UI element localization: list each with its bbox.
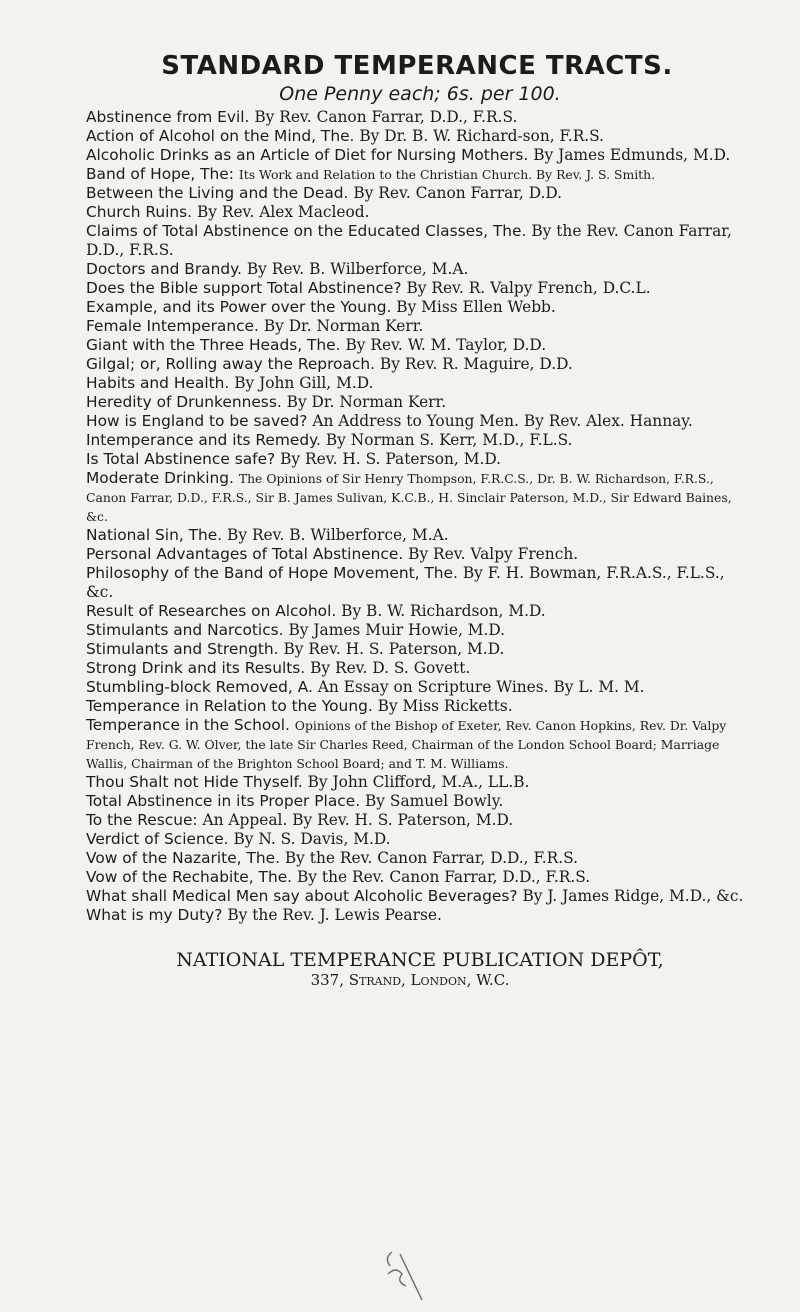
tract-title: What shall Medical Men say about Alcoholic Beverages? <box>86 887 518 905</box>
tract-entry <box>86 374 754 393</box>
tract-author: By Rev. Canon Farrar, D.D. <box>353 184 563 202</box>
tract-title: Vow of the Rechabite, The. <box>86 868 293 886</box>
tract-entry <box>86 526 754 545</box>
tract-title: Doctors and Brandy. <box>86 260 242 278</box>
tract-title: What is my Duty? <box>86 906 223 924</box>
tract-title: Band of Hope, The: <box>86 165 234 183</box>
tract-entry <box>86 716 754 773</box>
tract-author: By Dr. B. W. Richard-son, F.R.S. <box>359 127 605 145</box>
tract-title: Strong Drink and its Results. <box>86 659 306 677</box>
tract-entry <box>86 108 754 127</box>
tract-title: Stumbling-block Removed, A. <box>86 678 313 696</box>
tract-entry <box>86 697 754 716</box>
tract-entry <box>86 222 754 260</box>
tract-title: Total Abstinence in its Proper Place. <box>86 792 361 810</box>
tract-title: Stimulants and Strength. <box>86 640 279 658</box>
tract-title: Claims of Total Abstinence on the Educated Classes, The. <box>86 222 527 240</box>
tract-entry <box>86 887 754 906</box>
tract-author: By Rev. D. S. Govett. <box>310 659 471 677</box>
tract-title: Between the Living and the Dead. <box>86 184 349 202</box>
tract-title: Stimulants and Narcotics. <box>86 621 284 639</box>
tract-title: Alcoholic Drinks as an Article of Diet for Nursing Mothers. <box>86 146 529 164</box>
tract-entry <box>86 659 754 678</box>
tract-author: By Samuel Bowly. <box>365 792 504 810</box>
tract-author: Its Work and Relation to the Christian Church. By Rev. J. S. Smith. <box>238 167 656 182</box>
tract-entry <box>86 678 754 697</box>
tract-entry <box>86 792 754 811</box>
tract-entry <box>86 450 754 469</box>
tract-title: Philosophy of the Band of Hope Movement, The. <box>86 564 458 582</box>
page-title: STANDARD TEMPERANCE TRACTS. <box>161 51 673 81</box>
tract-entry <box>86 127 754 146</box>
tract-entry <box>86 393 754 412</box>
tract-title: Does the Bible support Total Abstinence? <box>86 279 402 297</box>
tract-title: National Sin, The. <box>86 526 223 544</box>
tract-entry <box>86 621 754 640</box>
tract-author: By Norman S. Kerr, M.D., F.L.S. <box>325 431 573 449</box>
tract-title: Verdict of Science. <box>86 830 229 848</box>
tract-author: By the Rev. Canon Farrar, D.D., F.R.S. <box>284 849 578 867</box>
tract-author: By the Rev. Canon Farrar, D.D., F.R.S. <box>296 868 591 886</box>
tract-author: By John Gill, M.D. <box>234 374 374 392</box>
tract-title: How is England to be saved? <box>86 412 308 430</box>
tract-author: By Miss Ricketts. <box>377 697 513 715</box>
tract-entry <box>86 412 754 431</box>
tract-title: Moderate Drinking. <box>86 469 234 487</box>
pencil-mark <box>382 1244 432 1306</box>
tract-entry <box>86 545 754 564</box>
tract-title: Abstinence from Evil. <box>86 108 250 126</box>
tract-title: Vow of the Nazarite, The. <box>86 849 280 867</box>
tract-author: By F. H. Bowman, F.R.A.S., F.L.S., &c. <box>86 564 725 601</box>
tract-author: By the Rev. Canon Farrar, D.D., F.R.S. <box>86 222 732 259</box>
publisher-address: 337, Strand, London, W.C. <box>310 971 510 989</box>
tract-author: By B. W. Richardson, M.D. <box>341 602 546 620</box>
tract-entry <box>86 640 754 659</box>
tract-entry <box>86 317 754 336</box>
tract-author: By John Clifford, M.A., LL.B. <box>307 773 530 791</box>
tract-author: By Rev. B. Wilberforce, M.A. <box>227 526 449 544</box>
tract-list <box>86 108 754 925</box>
tract-author: By Rev. R. Valpy French, D.C.L. <box>406 279 651 297</box>
tract-author: By Rev. Canon Farrar, D.D., F.R.S. <box>254 108 518 126</box>
tract-author: By Rev. W. M. Taylor, D.D. <box>345 336 547 354</box>
tract-entry <box>86 431 754 450</box>
tract-author: By the Rev. J. Lewis Pearse. <box>227 906 442 924</box>
publisher-name: NATIONAL TEMPERANCE PUBLICATION DEPÔT, <box>176 949 664 971</box>
tract-author: By Rev. B. Wilberforce, M.A. <box>246 260 469 278</box>
tract-author: By Rev. Alex Macleod. <box>196 203 370 221</box>
tract-author: By N. S. Davis, M.D. <box>233 830 391 848</box>
tract-author: By J. James Ridge, M.D., &c. <box>522 887 744 905</box>
tract-author: An Essay on Scripture Wines. By L. M. M. <box>317 678 645 696</box>
tract-title: Action of Alcohol on the Mind, The. <box>86 127 355 145</box>
tract-author: By Rev. R. Maguire, D.D. <box>379 355 573 373</box>
tract-entry <box>86 336 754 355</box>
tract-title: Intemperance and its Remedy. <box>86 431 321 449</box>
tract-entry <box>86 203 754 222</box>
tract-entry <box>86 260 754 279</box>
tract-entry <box>86 906 754 925</box>
tract-author: By Rev. Valpy French. <box>408 545 579 563</box>
tract-author: By Dr. Norman Kerr. <box>263 317 424 335</box>
tract-title: Heredity of Drunkenness. <box>86 393 282 411</box>
tract-author: By Rev. H. S. Paterson, M.D. <box>283 640 505 658</box>
tract-author: By Rev. H. S. Paterson, M.D. <box>280 450 502 468</box>
tract-entry <box>86 811 754 830</box>
tract-author: By James Muir Howie, M.D. <box>288 621 506 639</box>
tract-title: To the Rescue: <box>86 811 198 829</box>
tract-title: Personal Advantages of Total Abstinence. <box>86 545 404 563</box>
tract-title: Gilgal; or, Rolling away the Reproach. <box>86 355 376 373</box>
tract-title: Giant with the Three Heads, The. <box>86 336 341 354</box>
tract-entry <box>86 469 754 526</box>
tract-title: Church Ruins. <box>86 203 193 221</box>
tract-entry <box>86 146 754 165</box>
tract-author: An Address to Young Men. By Rev. Alex. Hannay. <box>312 412 693 430</box>
tract-title: Result of Researches on Alcohol. <box>86 602 337 620</box>
tract-entry <box>86 868 754 887</box>
tract-entry <box>86 165 754 184</box>
tract-author: The Opinions of Sir Henry Thompson, F.R.C.S., Dr. B. W. Richardson, F.R.S., Canon Farrar, D.D., F.R.S., Sir B. James Sulivan, K.C.B., H. Sinclair Paterson, M.D., Sir Edward Baines, &c. <box>86 471 732 524</box>
tract-title: Temperance in the School. <box>86 716 290 734</box>
tract-title: Habits and Health. <box>86 374 230 392</box>
tract-entry <box>86 355 754 374</box>
tract-entry <box>86 830 754 849</box>
tract-entry <box>86 184 754 203</box>
tract-author: By Miss Ellen Webb. <box>396 298 556 316</box>
tract-author: By James Edmunds, M.D. <box>533 146 731 164</box>
tract-entry <box>86 849 754 868</box>
tract-entry <box>86 564 754 602</box>
tract-title: Temperance in Relation to the Young. <box>86 697 373 715</box>
tract-title: Thou Shalt not Hide Thyself. <box>86 773 303 791</box>
tract-author: By Dr. Norman Kerr. <box>286 393 447 411</box>
tract-title: Example, and its Power over the Young. <box>86 298 392 316</box>
tract-title: Is Total Abstinence safe? <box>86 450 276 468</box>
tract-entry <box>86 298 754 317</box>
tract-author: An Appeal. By Rev. H. S. Paterson, M.D. <box>202 811 514 829</box>
price-subtitle: One Penny each; 6s. per 100. <box>279 83 561 105</box>
tract-entry <box>86 602 754 621</box>
tract-title: Female Intemperance. <box>86 317 259 335</box>
tract-entry <box>86 773 754 792</box>
tract-entry <box>86 279 754 298</box>
tract-author: Opinions of the Bishop of Exeter, Rev. Canon Hopkins, Rev. Dr. Valpy French, Rev. G. W. Olver, the late Sir Charles Reed, Chairman of the London School Board; Marriage Wallis, Chairman of the Brighton School Board; and T. M. Williams. <box>86 718 727 771</box>
